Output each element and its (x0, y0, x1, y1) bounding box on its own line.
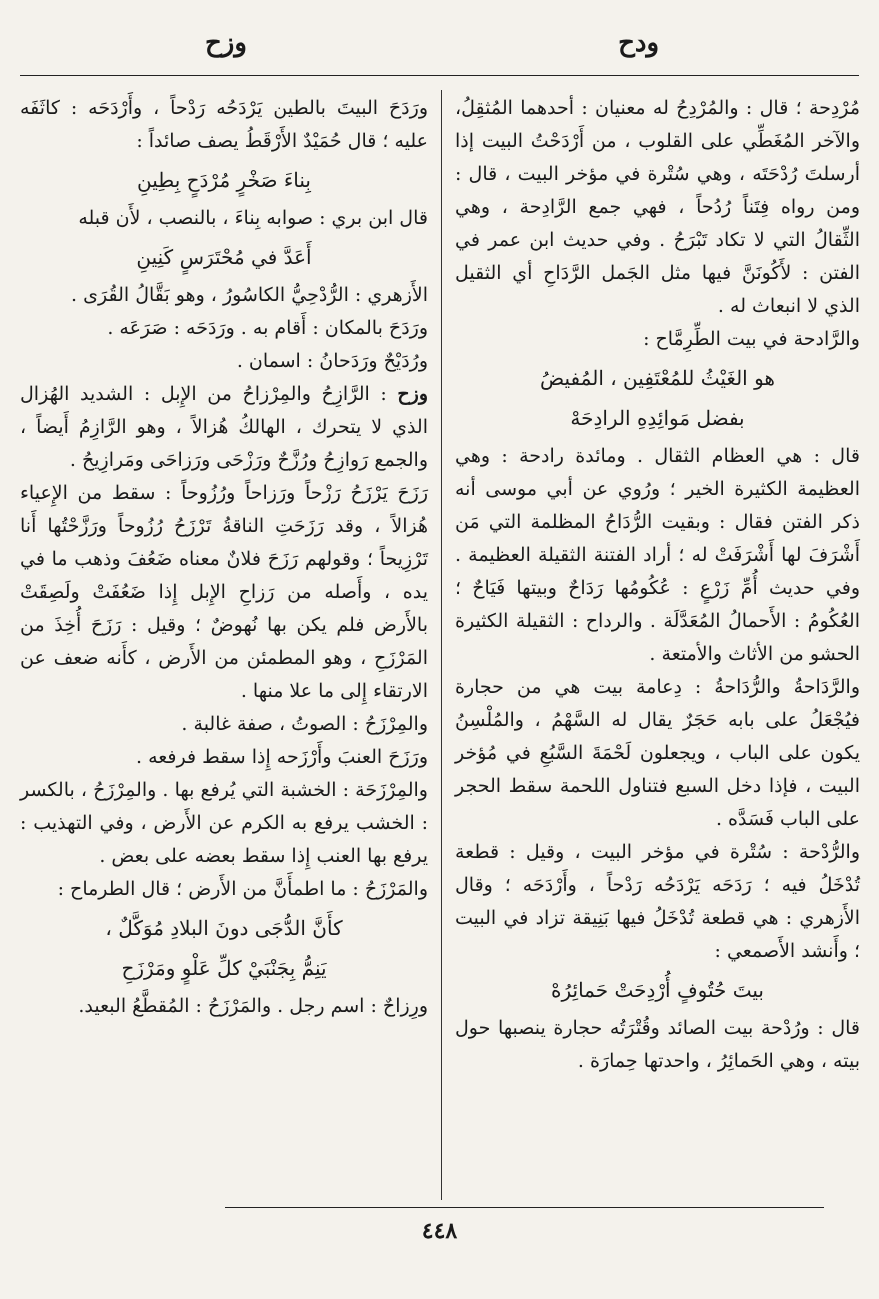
paragraph: والمِرْزَحَة : الخشبة التي يُرفع بها . والمِرْزَحُ ، بالكسر : الخشب يرفع به الكرم عن الأَرض ، وفي التهذيب : يرفع بها العنب إِذا سقط بعضه على بعض . (20, 779, 428, 867)
right-column-header: ودح (618, 28, 659, 58)
paragraph: قال : هي العظام الثقال . ومائدة رادحة : وهي العظيمة الكثيرة الخير ؛ ورُوي عن أبي موسى أنه ذكر الفتن فقال : وبقيت الرُّدَاحُ المظلمة التي مَن أَشْرَفَ لها أَشْرَفَتْ له ؛ أراد الفتنة الثقيلة العظيمة . وفي حديث أُمِّ زَرْعٍ : عُكُومُها رَدَاحٌ وبيتها فَيَاحٌ ؛ العُكُومُ : الأَحمالُ المُعَدَّلَة . والرداح : الثقيلة الكثيرة الحشو من الأثاث والأمتعة . (455, 445, 860, 665)
verse-line: كأَنَّ الدُّجَى دونَ البلادِ مُوَكَّلٌ ، (105, 916, 343, 940)
footer-rule (225, 1207, 824, 1208)
paragraph: الأَزهري : الرُّدْحِيُّ الكاسُورُ ، وهو بَقَّالُ القُرَى . (71, 284, 428, 306)
verse-line: أَعَدَّ في مُحْتَرَسٍ كَنِينِ (136, 245, 312, 269)
paragraph: قال ابن بري : صوابه بِناءَ ، بالنصب ، لأَن قبله (78, 207, 428, 229)
entry-text: : الرَّازِحُ والمِرْزاحُ من الإِبل : الشديد الهُزال الذي لا يتحرك ، الهالكُ هُزالاً ، وهو الرَّازِمُ أَيضاً ، والجمع رَوازِحُ ورُزَّحٌ ورَزْحَى ورَزاحَى ومَرازِيحُ . (20, 383, 428, 471)
left-column (20, 92, 428, 1023)
paragraph: والمِرْزَحُ : الصوتُ ، صفة غالبة . (181, 713, 428, 735)
paragraph: رَزَحَ يَرْزَحُ رَزْحاً ورَزاحاً ورُزُوحاً : سقط من الإِعياء هُزالاً ، وقد رَزَحَتِ الناقةُ تَرْزَحُ رُزُوحاً ورَزَّحْتُها أَنا تَرْزِيحاً ؛ وقولهم رَزَحَ فلانٌ معناه ضَعُفَ وذهب ما في يده ، وأَصله من رَزاحِ الإِبل إِذا ضَعُفَتْ ولَصِقَتْ بالأَرض فلم يكن بها نُهوضٌ ؛ وقيل : رَزَحَ أُخِذَ من المَرْزَحِ ، وهو المطمئن من الأَرض ، كأَنه ضعف عن الارتقاء إِلى ما علا منها . (20, 482, 428, 702)
paragraph: ورِزاحٌ : اسم رجل . والمَرْزَحُ : المُقطَّعُ البعيد. (78, 995, 428, 1017)
entry-headword: وزح (397, 383, 429, 405)
paragraph: ورَزَحَ العنبَ وأَرْزَحه إِذا سقط فرفعه . (135, 746, 428, 768)
verse-line: بيتَ حُتُوفٍ أُرْدِحَتْ حَمائِرُهْ (551, 978, 764, 1002)
paragraph: ورُدَيْحٌ ورَدَحانُ : اسمان . (236, 350, 428, 372)
verse-line: بِناءَ صَخْرٍ مُرْدَحٍ بِطِينِ (137, 168, 311, 192)
paragraph: ورَدَحَ البيتَ بالطين يَرْدَحُه رَدْحاً ، وأَرْدَحَه : كاثَفَه عليه ؛ قال حُمَيْدٌ الأَرْقَطُ يصف صائداً : (20, 97, 428, 152)
verse-line: يَنِمُّ بِجَنْبَيْ كلِّ عَلْوٍ ومَرْزَحِ (121, 956, 327, 980)
column-divider (441, 90, 442, 1200)
page-number: ٤٤٨ (421, 1218, 458, 1244)
left-column-header: وزح (205, 28, 247, 58)
paragraph: والمَرْزَحُ : ما اطمأَنَّ من الأَرض ؛ قال الطرماح : (57, 878, 428, 900)
paragraph: والرَّدَاحةُ والرُّدَاحةُ : دِعامة بيت هي من حجارة فيُجْعَلُ على بابه حَجَرٌ يقال له السَّهْمُ ، والمُلْسِنُ يكون على الباب ، ويجعلون لَحْمَةَ السَّبُعِ في مُؤخر البيت ، فإذا دخل السبع فتناول اللحمة سقط الحجر على الباب فَسَدَّه . (455, 676, 860, 830)
verse-line: بفضل مَوائِدِهِ الرادِحَهْ (570, 406, 745, 430)
verse-line: هو الغَيْثُ للمُعْتَفِين ، المُفيضُ (540, 366, 775, 390)
paragraph: والرُّدْحة : سُتْرة في مؤخر البيت ، وقيل : قطعة تُدْخَلُ فيه ؛ رَدَحَه يَرْدَحُه رَدْحاً ، وأَرْدَحَه ؛ وقال الأَزهري : هي قطعة تُدْخَلُ فيها بَنِيقة تزاد في البيت ؛ وأَنشد الأَصمعي : (455, 841, 860, 962)
paragraph: مُرْدِحة ؛ قال : والمُرْدِحُ له معنيان : أحدهما المُثقِلُ، والآخر المُغَطِّي على القلوب ، من أَرْدَحْتُ البيت إذا أرسلتَ رُدْحَتَه ، وهي سُتْرة في مؤخر البيت ، قال : ومن رواه فِتَناً رُدُحاً ، فهي جمع الرَّادِحة ، وهي الثِّقالُ التي لا تكاد تَبْرَحُ . وفي حديث ابن عمر في الفتن : لأَكُونَنَّ فيها مثل الجَمل الرَّدَاحِ أي الثقيل الذي لا انبعاث له . (455, 97, 860, 317)
paragraph: قال : ورُدْحة بيت الصائد وقُتْرَتُه حجارة ينصبها حول بيته ، وهي الحَمائِرُ ، واحدتها حِمارَة . (455, 1017, 860, 1072)
paragraph: ورَدَحَ بالمكان : أَقام به . ورَدَحَه : صَرَعَه . (107, 317, 428, 339)
header-rule (20, 75, 859, 76)
right-column (455, 92, 860, 1078)
entry-paragraph (20, 378, 428, 477)
paragraph: والرَّادحة في بيت الطِّرِمَّاح : (643, 328, 860, 350)
